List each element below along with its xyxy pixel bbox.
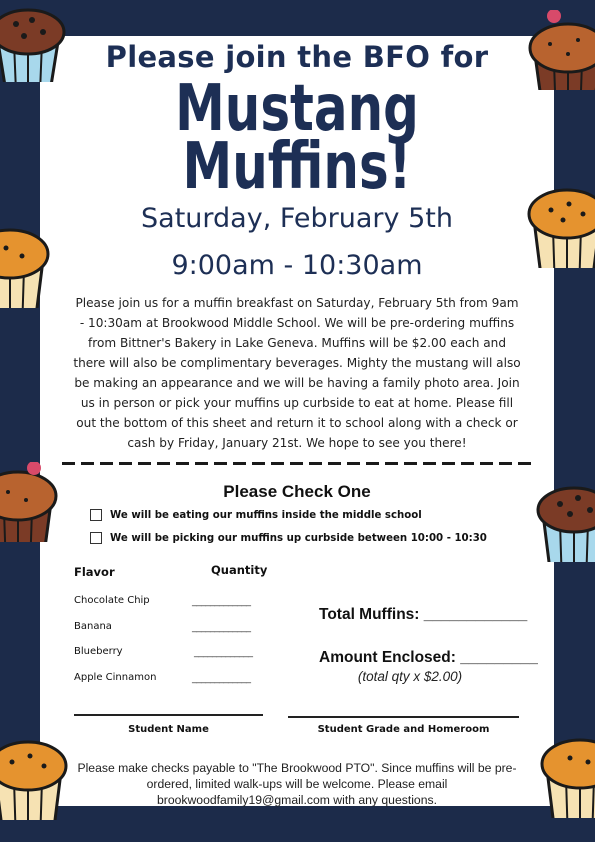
orange-muffin-icon: [0, 740, 68, 820]
quantity-blank[interactable]: _____________: [194, 647, 253, 658]
student-name-label: Student Name: [128, 724, 209, 735]
option-eat-inside[interactable]: [90, 509, 422, 521]
invite-line: Please join the BFO for: [105, 40, 489, 74]
quantity-blank[interactable]: _____________: [192, 622, 251, 633]
orange-muffin-icon: [527, 188, 595, 268]
check-title: Please Check One: [223, 482, 371, 501]
flavor-item: Banana: [74, 621, 112, 632]
amount-note: (total qty x $2.00): [357, 669, 463, 684]
checkbox[interactable]: [90, 532, 102, 544]
event-description: Please join us for a muffin breakfast on Saturday, February 5th from 9am - 10:30am at Brookwood Middle School. We will be pre-ordering muffins from Bittner's Bakery in Lake Geneva. Muffins will be $2.00 each and there will also be complimentary beverages. Mighty the mustang will also be making an appearance and we will be having a family photo area. Join us in person or pick your muffins up curbside to eat at home. Please fill out the bottom of this sheet and return it to school along with a check or cash by Friday, January 21st. We hope to see you there!: [73, 296, 521, 450]
grade-homeroom-line[interactable]: [288, 716, 519, 718]
quantity-blank[interactable]: _____________: [192, 596, 251, 607]
student-name-line[interactable]: [74, 714, 263, 716]
option-curbside[interactable]: [90, 532, 487, 544]
blueberry-muffin-icon: [534, 482, 595, 562]
blueberry-muffin-icon: [0, 2, 68, 82]
title-mustang: Mustang: [175, 72, 419, 146]
orange-muffin-icon: [540, 738, 595, 818]
title-muffins: Muffins!: [182, 130, 412, 204]
quantity-blank[interactable]: _____________: [192, 673, 251, 684]
flavor-header: Flavor: [74, 565, 115, 579]
amount-enclosed-field[interactable]: Amount Enclosed: _________: [319, 649, 538, 666]
total-muffins-field[interactable]: Total Muffins: ____________: [319, 606, 528, 623]
flavor-item: Apple Cinnamon: [74, 672, 157, 683]
checkbox[interactable]: [90, 509, 102, 521]
footer-note: Please make checks payable to "The Brookwood PTO". Since muffins will be pre-ordered, limited walk-ups will be welcome. Please email brookwoodfamily19@gmail.com with any questions.: [77, 761, 517, 807]
chocolate-muffin-icon: [528, 10, 595, 90]
event-date: Saturday, February 5th: [141, 203, 453, 234]
orange-muffin-icon: [0, 228, 50, 308]
chocolate-muffin-icon: [0, 462, 58, 542]
flavor-item: Blueberry: [74, 646, 123, 657]
cut-line: [62, 462, 534, 465]
quantity-header: Quantity: [211, 563, 268, 577]
flavor-item: Chocolate Chip: [74, 595, 150, 606]
option-label: We will be picking our muffins up curbside between 10:00 - 10:30: [110, 532, 487, 544]
option-label: We will be eating our muffins inside the middle school: [110, 509, 422, 521]
event-time: 9:00am - 10:30am: [171, 250, 423, 281]
grade-homeroom-label: Student Grade and Homeroom: [317, 724, 490, 735]
